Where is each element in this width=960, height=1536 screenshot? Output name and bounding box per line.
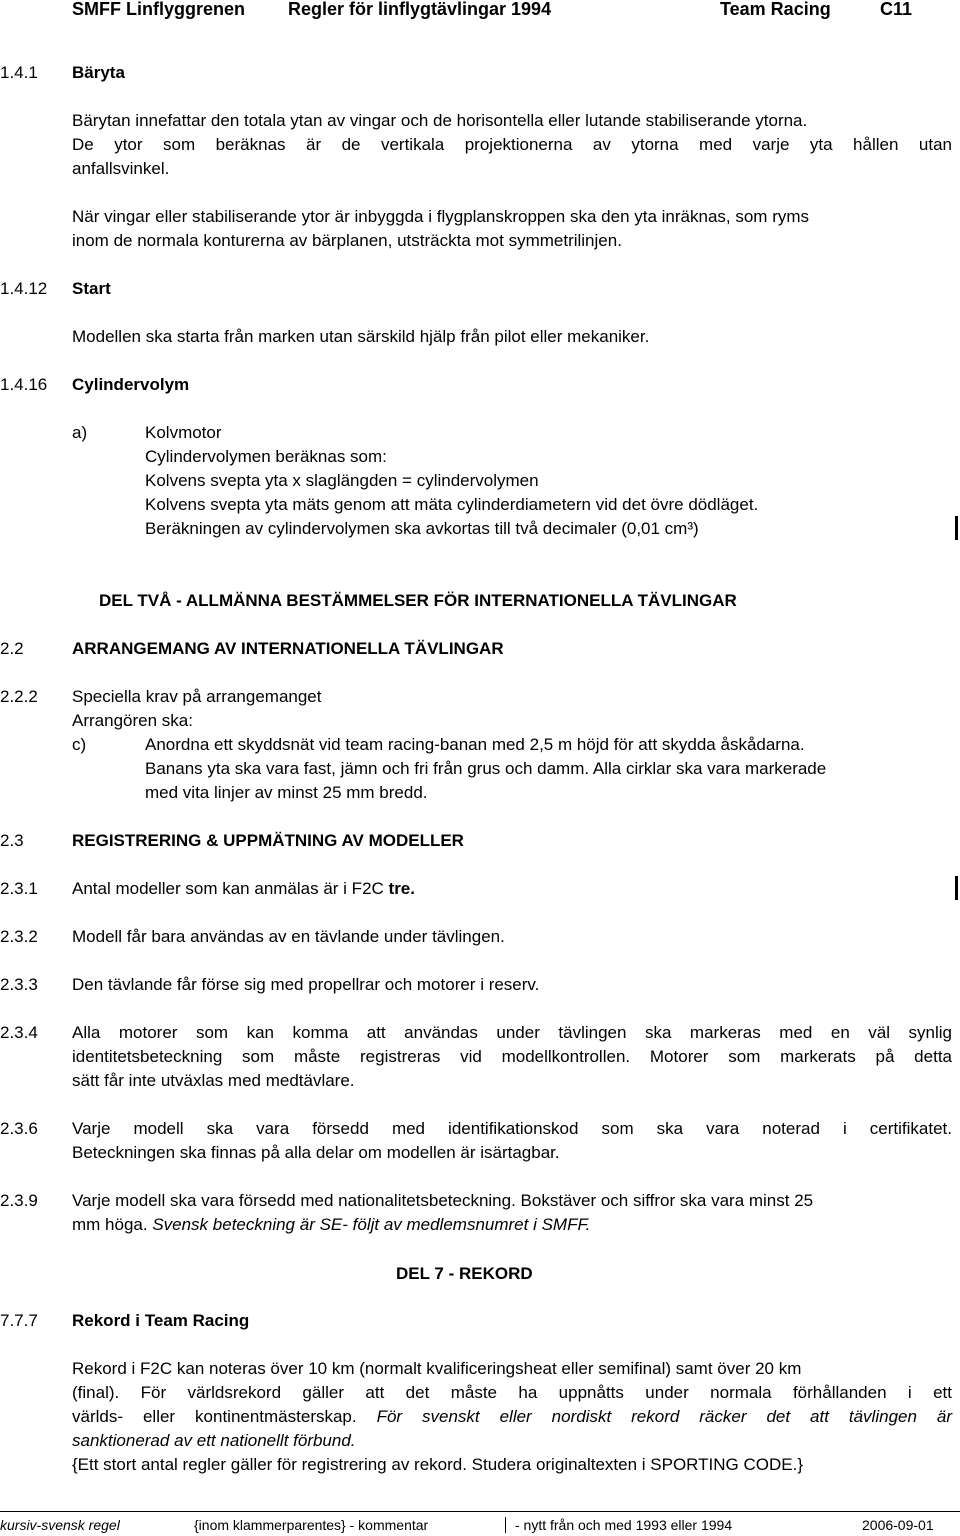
part-seven-heading: DEL 7 - REKORD bbox=[396, 1264, 533, 1283]
section-7-7-7-line5: {Ett stort antal regler gäller för registrering av rekord. Studera originaltexten i SPORTING CODE.} bbox=[72, 1455, 803, 1474]
section-2-2-2-item-line2: Banans yta ska vara fast, jämn och fri från grus och damm. Alla cirklar ska vara markerade bbox=[145, 759, 827, 778]
section-2-2-2-item-label: c) bbox=[72, 735, 87, 754]
section-2-3-9-line2-italic: Svensk beteckning är SE- följt av medlemsnumret i SMFF. bbox=[152, 1215, 591, 1234]
part-two-heading: DEL TVÅ - ALLMÄNNA BESTÄMMELSER FÖR INTERNATIONELLA TÄVLINGAR bbox=[99, 591, 737, 610]
section-2-2-title: ARRANGEMANG AV INTERNATIONELLA TÄVLINGAR bbox=[72, 639, 504, 658]
section-1-4-12-paragraph: Modellen ska starta från marken utan särskild hjälp från pilot eller mekaniker. bbox=[72, 327, 650, 346]
section-7-7-7-title: Rekord i Team Racing bbox=[72, 1311, 250, 1330]
footer-brace-legend: {inom klammerparentes} - kommentar bbox=[194, 1517, 429, 1533]
section-2-3-6-number: 2.3.6 bbox=[0, 1119, 38, 1138]
section-1-4-16-line4: Kolvens svepta yta mäts genom att mäta cylinderdiametern vid det övre dödläget. bbox=[145, 495, 759, 514]
section-1-4-1-p2-line1: När vingar eller stabiliserande ytor är inbyggda i flygplanskroppen ska den yta inräknas, som ryms bbox=[72, 207, 810, 226]
section-2-2-number: 2.2 bbox=[0, 639, 24, 658]
section-1-4-16-number: 1.4.16 bbox=[0, 375, 48, 394]
section-2-2-2-subtitle: Arrangören ska: bbox=[72, 711, 193, 730]
header-code: C11 bbox=[880, 0, 913, 19]
header-title: Regler för linflygtävlingar 1994 bbox=[288, 0, 552, 19]
section-2-3-2-text: Modell får bara användas av en tävlande under tävlingen. bbox=[72, 927, 505, 946]
section-7-7-7-number: 7.7.7 bbox=[0, 1311, 38, 1330]
section-2-2-2-item-line3: med vita linjer av minst 25 mm bredd. bbox=[145, 783, 428, 802]
section-7-7-7-line4: sanktionerad av ett nationellt förbund. bbox=[72, 1431, 356, 1450]
section-7-7-7-line3-plain: världs- eller kontinentmästerskap. bbox=[72, 1407, 377, 1426]
change-bar bbox=[955, 876, 958, 900]
footer-new-legend: - nytt från och med 1993 eller 1994 bbox=[515, 1517, 733, 1533]
section-2-2-2-item-line1: Anordna ett skyddsnät vid team racing-banan med 2,5 m höjd för att skydda åskådarna. bbox=[145, 735, 805, 754]
section-2-3-number: 2.3 bbox=[0, 831, 24, 850]
footer-rule bbox=[0, 1511, 960, 1512]
section-2-3-9-line1: Varje modell ska vara försedd med nationalitetsbeteckning. Bokstäver och siffror ska vara minst 25 bbox=[72, 1191, 814, 1210]
section-2-3-1-plain: Antal modeller som kan anmälas är i F2C bbox=[72, 879, 389, 898]
section-1-4-16-line3: Kolvens svepta yta x slaglängden = cylindervolymen bbox=[145, 471, 539, 490]
header-class: Team Racing bbox=[720, 0, 831, 19]
change-bar bbox=[955, 516, 958, 540]
section-1-4-12-title: Start bbox=[72, 279, 111, 298]
section-1-4-16-item-label: a) bbox=[72, 423, 88, 442]
section-1-4-1-number: 1.4.1 bbox=[0, 63, 38, 82]
section-2-3-6-line1: Varje modell ska vara försedd med identifikationskod som ska vara noterad i certifikatet. bbox=[72, 1119, 952, 1138]
section-1-4-1-p2-line2: inom de normala konturerna av bärplanen, utsträckta mot symmetrilinjen. bbox=[72, 231, 622, 250]
section-7-7-7-line3-italic: För svenskt eller nordiskt rekord räcker det att tävlingen är bbox=[376, 1407, 952, 1426]
section-1-4-12-number: 1.4.12 bbox=[0, 279, 48, 298]
section-1-4-16-line1: Kolvmotor bbox=[145, 423, 222, 442]
section-1-4-1-p1-line2: De ytor som beräknas är de vertikala projektionerna av ytorna med varje yta hållen utan bbox=[72, 135, 952, 154]
section-2-3-4-line1: Alla motorer som kan komma att användas under tävlingen ska markeras med en väl synlig bbox=[72, 1023, 952, 1042]
section-2-3-3-number: 2.3.3 bbox=[0, 975, 38, 994]
section-2-3-9-number: 2.3.9 bbox=[0, 1191, 38, 1210]
section-7-7-7-line3 bbox=[72, 1406, 952, 1428]
section-2-3-3-text: Den tävlande får förse sig med propellrar och motorer i reserv. bbox=[72, 975, 540, 994]
section-1-4-16-line5: Beräkningen av cylindervolymen ska avkortas till två decimaler (0,01 cm³) bbox=[145, 519, 699, 538]
section-2-3-1-number: 2.3.1 bbox=[0, 879, 38, 898]
section-1-4-1-title: Bäryta bbox=[72, 63, 125, 82]
section-2-3-title: REGISTRERING & UPPMÄTNING AV MODELLER bbox=[72, 831, 464, 850]
section-1-4-16-line2: Cylindervolymen beräknas som: bbox=[145, 447, 387, 466]
section-7-7-7-line2: (final). För världsrekord gäller att det måste ha uppnåtts under normala förhållanden i ett bbox=[72, 1383, 952, 1402]
footer-date: 2006-09-01 bbox=[862, 1517, 934, 1533]
section-2-3-1-bold: tre. bbox=[388, 879, 415, 898]
section-2-3-4-number: 2.3.4 bbox=[0, 1023, 38, 1042]
section-1-4-16-title: Cylindervolym bbox=[72, 375, 190, 394]
section-2-2-2-number: 2.2.2 bbox=[0, 687, 38, 706]
section-2-3-6-line2: Beteckningen ska finnas på alla delar om modellen är isärtagbar. bbox=[72, 1143, 560, 1162]
footer-change-bar-sample bbox=[505, 1517, 506, 1533]
section-2-3-4-line2: identitetsbeteckning som måste registreras vid modellkontrollen. Motorer som markerats på detta bbox=[72, 1047, 952, 1066]
header-org: SMFF Linflyggrenen bbox=[72, 0, 245, 19]
section-2-3-9-line2 bbox=[72, 1214, 590, 1236]
section-2-3-2-number: 2.3.2 bbox=[0, 927, 38, 946]
section-2-3-4-line3: sätt får inte utväxlas med medtävlare. bbox=[72, 1071, 355, 1090]
section-7-7-7-line1: Rekord i F2C kan noteras över 10 km (normalt kvalificeringsheat eller semifinal) samt över 20 km bbox=[72, 1359, 802, 1378]
footer-italic-legend: kursiv-svensk regel bbox=[0, 1517, 120, 1533]
section-2-3-1-text bbox=[72, 878, 415, 900]
section-1-4-1-p1-line1: Bärytan innefattar den totala ytan av vingar och de horisontella eller lutande stabiliserande ytorna. bbox=[72, 111, 808, 130]
section-2-2-2-title: Speciella krav på arrangemanget bbox=[72, 687, 322, 706]
section-2-3-9-line2-plain: mm höga. bbox=[72, 1215, 153, 1234]
section-1-4-1-p1-line3: anfallsvinkel. bbox=[72, 159, 170, 178]
